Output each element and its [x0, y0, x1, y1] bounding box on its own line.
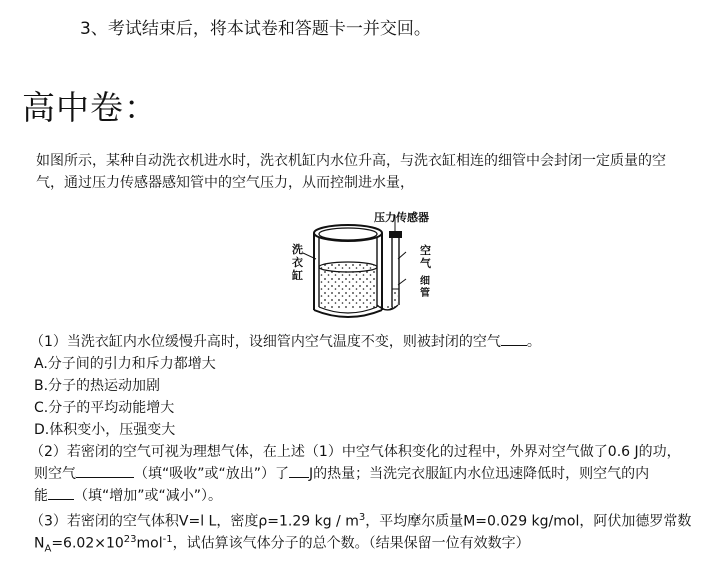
q1-stem-end: 。 — [526, 334, 541, 350]
q1-option-a: A.分子间的引力和斥力都增大 — [34, 356, 216, 372]
q2-line2-a: 则空气 — [34, 466, 76, 482]
q3-line2-mol: mol — [136, 535, 163, 552]
q2-line2-c: J的热量；当洗完衣服缸内水位迅速降低时，则空气的内 — [309, 466, 650, 482]
section-title: 高中卷： — [22, 88, 158, 127]
figure-label-sensor: 压力传感器 — [374, 211, 429, 224]
q1-option-c: C.分子的平均动能增大 — [34, 400, 175, 416]
q1-blank — [501, 345, 527, 346]
q3-line1-a: （3）若密闭的空气体积V=l L，密度ρ=1.29 kg / m — [30, 513, 359, 530]
q3-line1-b: ，平均摩尔质量M=0.029 kg/mol，阿伏加德罗常数 — [365, 513, 692, 530]
q3-avogadro-sub: A — [44, 543, 52, 555]
figure-label-tub: 洗衣缸 — [292, 243, 303, 282]
q1-option-d: D.体积变小，压强变大 — [34, 422, 176, 438]
q3-avogadro-symbol: N — [34, 535, 45, 552]
intro-line-2: 气，通过压力传感器感知管中的空气压力，从而控制进水量， — [36, 175, 414, 191]
exam-instruction: 3、考试结束后，将本试卷和答题卡一并交回。 — [80, 19, 431, 39]
q3-line2-b: ，试估算该气体分子的总个数。（结果保留一位有效数字） — [172, 535, 530, 552]
q3-line2-sup: 23 — [123, 534, 137, 545]
q1-stem — [30, 331, 541, 353]
figure-label-air: 空气 — [420, 244, 431, 270]
q2-line3-a: 能 — [34, 488, 48, 504]
q3-line1-sup: 3 — [358, 512, 366, 523]
q2-line2-b: （填“吸收”或“放出”）了 — [134, 466, 290, 482]
q2-line3-b: （填“增加”或“减小”）。 — [74, 488, 223, 504]
q2-line-1: （2）若密闭的空气可视为理想气体，在上述（1）中空气体积变化的过程中，外界对空气做了0.6 J的功， — [30, 444, 681, 460]
q2-line-2 — [34, 463, 649, 485]
intro-line-1: 如图所示，某种自动洗衣机进水时，洗衣机缸内水位升高，与洗衣缸相连的细管中会封闭一定质量的空 — [36, 153, 666, 169]
q2-blank-energy — [48, 499, 74, 500]
q1-option-b: B.分子的热运动加剧 — [34, 378, 161, 394]
q3-line-2 — [34, 529, 530, 560]
q2-blank-heat — [289, 477, 309, 478]
q3-line2-a: =6.02×10 — [51, 535, 124, 552]
q2-blank-absorb — [76, 477, 134, 478]
q2-line-3 — [34, 485, 222, 507]
figure-label-tube: 细管 — [420, 276, 430, 299]
q1-stem-text: （1）当洗衣缸内水位缓慢升高时，设细管内空气温度不变，则被封闭的空气 — [30, 334, 501, 350]
q3-line2-sup2: -1 — [162, 534, 173, 545]
